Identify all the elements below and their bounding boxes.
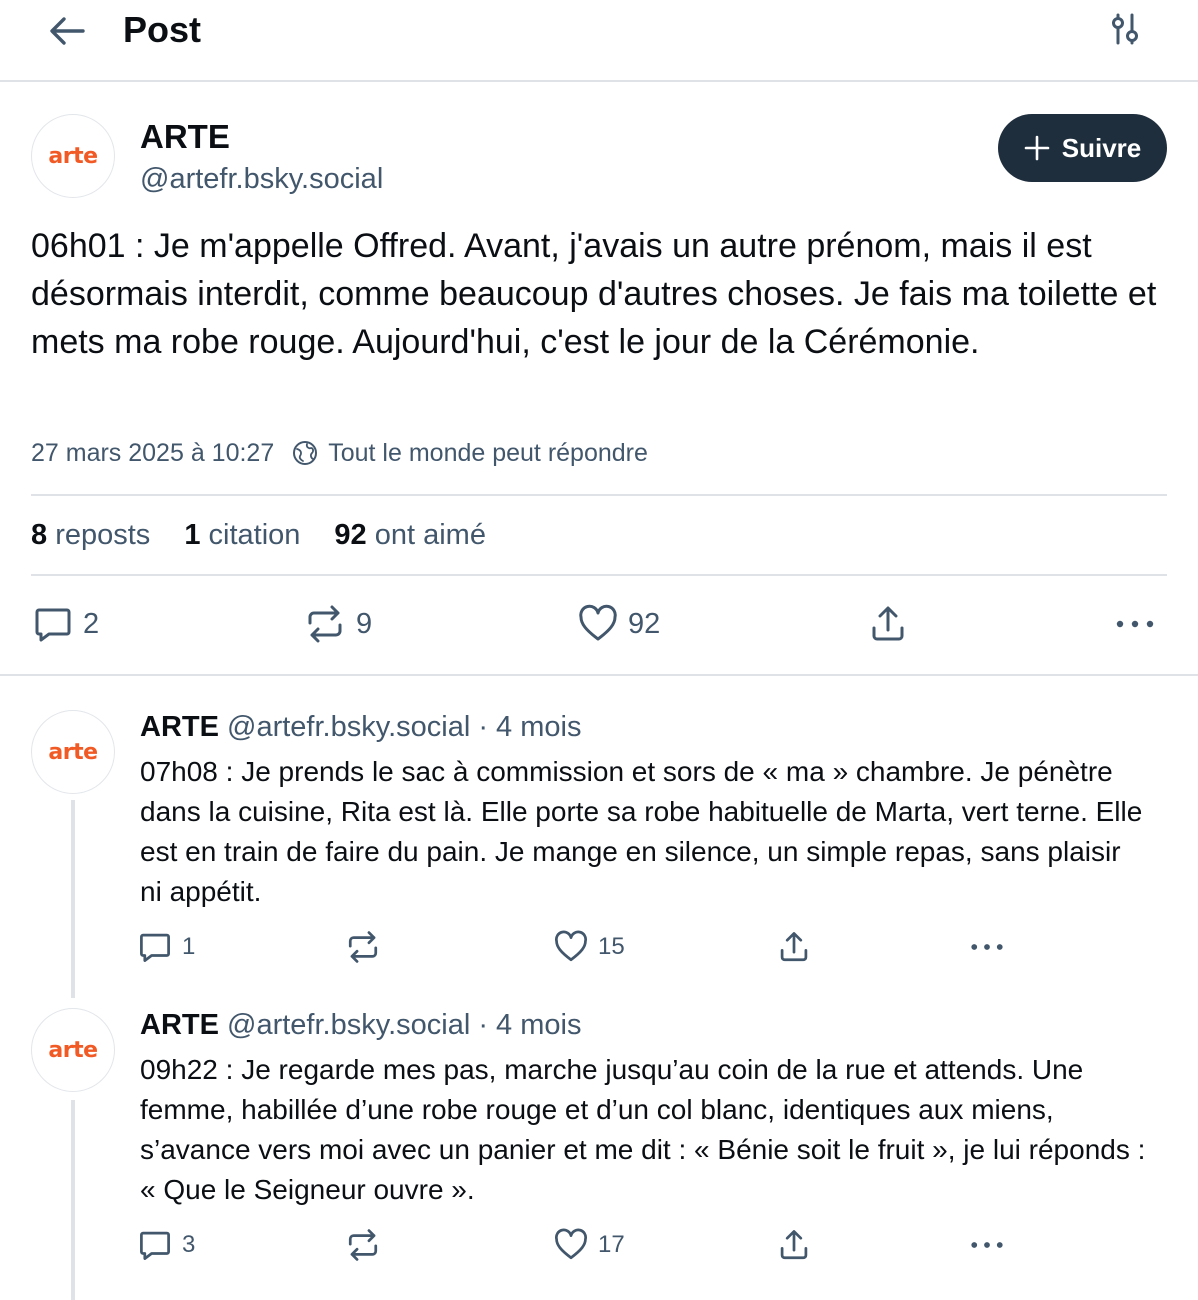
reply-post[interactable] [0,676,1198,974]
post-time: · 4 mois [478,1009,582,1041]
like-button[interactable] [554,1228,625,1262]
thread-settings-button[interactable] [1102,6,1148,52]
comment-icon [138,930,172,964]
repost-button[interactable] [345,1228,391,1262]
thread-line [71,800,75,998]
page-title: Post [123,9,202,50]
share-button[interactable] [777,1228,811,1262]
author-handle[interactable]: @artefr.bsky.social [140,163,384,195]
reposts-label: reposts [55,519,151,551]
plus-icon [1024,135,1050,161]
reply-button[interactable] [138,930,195,964]
repost-count: 9 [356,607,373,640]
post-text: 09h22 : Je regarde mes pas, marche jusqu’au coin de la rue et attends. Une femme, habillée d’une robe rouge et d’un col blanc, identiques aux miens, s’avance vers moi avec un panier et me dit : « Bénie soit le fruit », je lui réponds : « Que le Seigneur ouvre ». [140,1054,1146,1205]
post-meta [31,436,648,470]
post-text: 07h08 : Je prends le sac à commission et sors de « ma » chambre. Je pénètre dans la cuisine, Rita est là. Elle porte sa robe habituelle de Marta, vert terne. Elle est en train de faire du pain. Je mange en silence, un simple repas, sans plaisir ni appétit. [140,756,1143,907]
like-button[interactable] [578,604,660,644]
heart-icon [578,604,618,644]
share-button[interactable] [868,604,908,644]
more-options-button[interactable] [1114,604,1156,644]
avatar[interactable] [31,114,115,198]
globe-icon [292,440,318,466]
repost-icon [345,1228,381,1262]
likes-stat[interactable] [334,518,486,552]
heart-icon [554,1228,588,1262]
likes-count: 92 [334,519,367,551]
post-timestamp: 27 mars 2025 à 10:27 [31,439,275,467]
reply-header [140,1008,581,1042]
arte-logo: arte [48,1037,98,1063]
reply-setting[interactable] [292,436,648,470]
repost-icon [345,930,381,964]
reply-count: 2 [83,607,100,640]
author-name[interactable]: ARTE [140,118,230,155]
reposts-stat[interactable] [31,518,150,552]
post-time: · 4 mois [478,711,582,743]
post-text: 06h01 : Je m'appelle Offred. Avant, j'avais un autre prénom, mais il est désormais interdit, comme beaucoup d'autres choses. Je fais ma toilette et mets ma robe rouge. Aujourd'hui, c'est le jour de la Cérémonie. [31,227,1157,361]
like-button[interactable] [554,930,625,964]
follow-button[interactable] [998,114,1167,182]
follow-label: Suivre [1061,132,1142,163]
main-post [0,82,1198,676]
reply-count: 1 [182,933,196,960]
more-icon [1114,604,1156,644]
like-count: 15 [598,933,625,960]
more-icon [969,930,1005,964]
arte-logo: arte [48,739,98,765]
repost-button[interactable] [304,604,372,644]
reply-button[interactable] [33,604,99,644]
like-count: 17 [598,1231,625,1258]
share-button[interactable] [777,930,811,964]
divider [31,494,1167,496]
reply-setting-label: Tout le monde peut répondre [328,439,648,467]
reply-button[interactable] [138,1228,195,1262]
author-name[interactable]: ARTE [140,1009,219,1041]
heart-icon [554,930,588,964]
more-icon [969,1228,1005,1262]
divider [31,574,1167,576]
reply-post[interactable] [0,974,1198,1300]
author-handle[interactable]: @artefr.bsky.social [227,711,471,743]
engagement-stats [31,518,486,552]
thread-line [71,1100,75,1300]
arte-logo: arte [48,143,98,169]
arrow-left-icon [47,11,87,51]
avatar[interactable] [31,1008,115,1092]
like-count: 92 [628,607,661,640]
likes-label: ont aimé [374,519,486,551]
quotes-label: citation [208,519,301,551]
quotes-stat[interactable] [184,518,300,552]
repost-button[interactable] [345,930,391,964]
repost-icon [304,604,346,644]
share-icon [777,930,811,964]
share-icon [777,1228,811,1262]
quotes-count: 1 [184,519,201,551]
top-bar [0,0,1198,82]
more-options-button[interactable] [969,930,1005,964]
sliders-icon [1108,12,1142,46]
reply-count: 3 [182,1231,196,1258]
reply-header [140,710,581,744]
avatar[interactable] [31,710,115,794]
author-handle[interactable]: @artefr.bsky.social [227,1009,471,1041]
share-icon [868,604,908,644]
comment-icon [138,1228,172,1262]
comment-icon [33,604,73,644]
more-options-button[interactable] [969,1228,1005,1262]
back-button[interactable] [44,8,90,54]
reposts-count: 8 [31,519,48,551]
author-name[interactable]: ARTE [140,711,219,743]
